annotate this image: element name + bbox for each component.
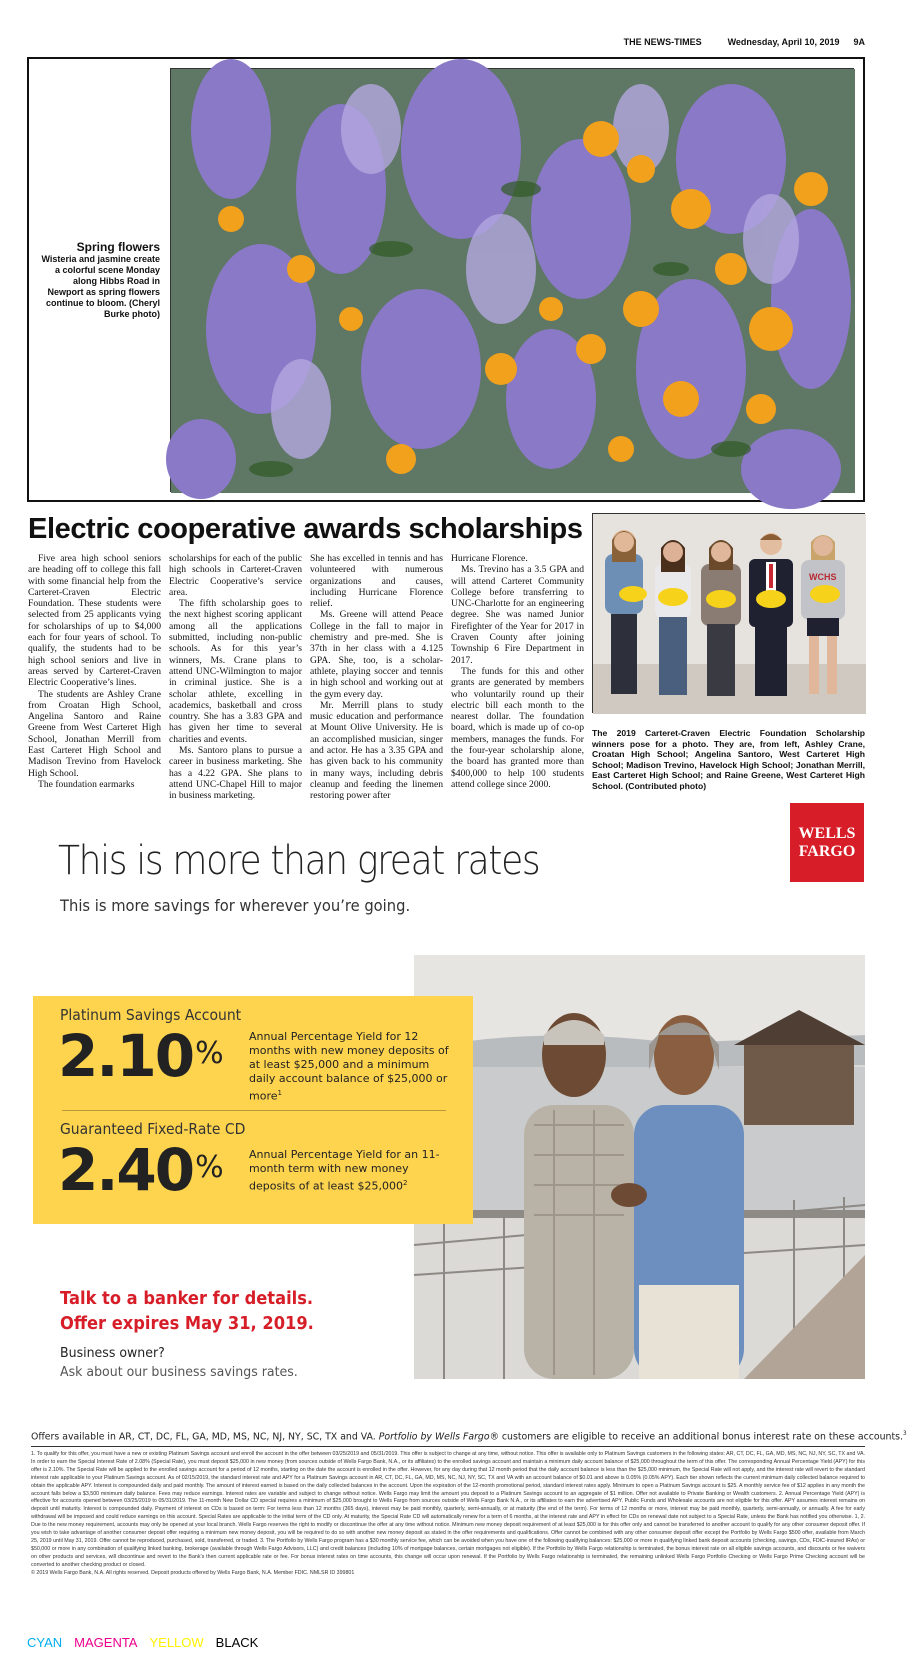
footnote-3: 3 [902,1430,907,1437]
cmyk-magenta: MAGENTA [74,1635,138,1650]
issue-date: Wednesday, April 10, 2019 [727,37,840,47]
business-savings-note [60,1344,298,1382]
article-paragraph: Ms. Trevino has a 3.5 GPA and will attend Carteret Community College before transferring to UNC-Charlotte for an engineering degree. She was named Junior Firefighter of the Year for 2017 in Craven County after joining Township 6 Fire Department in 2017. [451,564,584,666]
photo-caption-text: Wisteria and jasmine create a colorful scene Monday along Hibbs Road in Newport as spring flowers continue to bloom. (Cheryl Burke photo) [41,254,160,319]
logo-line-2: FARGO [798,843,856,860]
rates-panel [33,996,473,1224]
flower-photo [170,68,854,492]
article-paragraph: scholarships for each of the public high schools in Carteret-Craven Electric Cooperative’s service area. [169,553,302,598]
offers-availability [31,1430,907,1443]
percent-sign: % [195,1036,222,1071]
footnote-1: 1 [277,1089,282,1097]
business-question: Business owner? [60,1345,165,1361]
ad-title: This is more than great rates [58,838,540,884]
ad-subtitle: This is more savings for wherever you’re going. [60,896,411,915]
flower-photo-art [171,69,855,493]
article-paragraph: She has excelled in tennis and has volunteered with numerous organizations and causes, including Hurricane Florence relief. [310,553,443,610]
article-body [28,553,588,802]
article-paragraph: Mr. Merrill plans to study music education and performance at Mount Olive University. He is an accomplished musician, singer and actor. He has a 3.35 GPA and has given back to his community in many ways, including debris cleanup and feeding the linemen restoring power after [310,699,443,802]
savings-desc-text: Annual Percentage Yield for 12 months with new money deposits of at least $25,000 and a minimum daily account balance of $25,000 or more [249,1030,449,1103]
article-column-4 [451,553,584,802]
call-to-action [60,1287,314,1337]
cta-line-1: Talk to a banker for details. [60,1289,314,1309]
wells-fargo-logo [790,803,864,882]
article-headline: Electric cooperative awards scholarships [28,513,583,545]
logo-line-1: WELLS [798,825,856,842]
couple-photo-art [414,955,865,1379]
business-ask: Ask about our business savings rates. [60,1364,298,1380]
article-column-1 [28,553,161,802]
cmyk-yellow: YELLOW [149,1635,204,1650]
group-photo-caption: The 2019 Carteret-Craven Electric Foundation Scholarship winners pose for a photo. They are, from left, Ashley Crane, Croatan High School; Angelina Santoro, West Carteret High School; Madison Trevino, Havelock High School; Jonathan Merrill, East Carteret High School; and Raine Greene, West Carteret High School. (Contributed photo) [592,728,865,791]
copyright-text: © 2019 Wells Fargo Bank, N.A. All rights reserved. Deposit products offered by Wells Fargo Bank, N.A. Member FDIC. NMLSR ID 399801 [31,1569,355,1576]
offers-text-portfolio: Portfolio by Wells Fargo [378,1431,490,1443]
cmyk-cyan: CYAN [27,1635,63,1650]
rates-divider [62,1110,446,1111]
group-photo-art [593,514,866,714]
article-column-3 [310,553,443,802]
article-paragraph: The foundation earmarks [38,778,135,790]
article-paragraph: Ms. Greene will attend Peace College in the fall to major in chemistry and pre-med. She is 37th in her class with a 4.125 GPA. She, too, is a scholar-athlete, playing soccer and tennis in high school and working out at the gym every day. [310,609,443,700]
shirt-text: WCHS [809,572,837,582]
cd-label: Guaranteed Fixed-Rate CD [60,1120,246,1138]
photo-caption [38,240,160,320]
cd-rate-description [249,1148,449,1194]
article-paragraph: Hurricane Florence. [451,553,528,564]
fine-print [31,1451,865,1578]
savings-rate [58,1022,222,1090]
page-number: 9A [853,37,865,47]
article-paragraph: The students are Ashley Crane from Croatan High School, Angelina Santoro and Raine Greene from West Carteret High School, Jonathan Merrill from East Carteret High School and Madison Trevino from Havelock High School. [28,688,161,779]
paper-name: THE NEWS-TIMES [623,37,702,47]
cta-line-2: Offer expires May 31, 2019. [60,1314,314,1334]
article-paragraph: Five area high school seniors are heading off to college this fall with some financial help from the Carteret-Craven Electric Foundation. These students were selected from 25 applicants vying for scholarships of up to $4,000 each for four years of school. To qualify, the students had to be high school seniors and live in areas served by Carteret-Craven Electric Cooperative’s lines. [28,553,161,689]
article-paragraph: The fifth scholarship goes to the next highest scoring applicant among all the applications submitted, including non-public schools. As for this year’s winners, Ms. Crane plans to attend UNC-Wilmington to major in criminal justice. She is a scholar athlete, excelling in academics, basketball and cross country. She has a 3.83 GPA and has given her time to several charities and events. [169,598,302,745]
offers-text-c: ® customers are eligible to receive an additional bonus interest rate on these accounts. [489,1431,903,1443]
fine-print-text: 1. To qualify for this offer, you must have a new or existing Platinum Savings account and enroll the account in the offer between 03/25/2019 and 05/31/2019. This offer is subject to change at any time, without notice. This offer is available only to Platinum Savings customers in the following states: AR, CT, DC, FL, GA, MD, MS, NC, NJ, NY, SC, TX and VA. In order to earn the Special Interest Rate of 2.08% (Special Rate), you must deposit $25,000 in new money (from sources outside of Wells Fargo Bank, N.A., or its affiliates) to the enrolled savings account and maintain a minimum daily account balance of $25,000 throughout the term of this offer. The corresponding Annual Percentage Yield (APY) for this offer is 2.10%. The Special Rate will be applied to the enrolled savings account for a period of 12 months, starting on the date the account is enrolled in the offer. However, for any day during that 12 month period that the daily account balance is less than the $25,000 minimum, the Special Rate will not apply, and the interest rate will revert to the standard interest rate applicable to your Platinum Savings account. As of 02/15/2019, the standard interest rate and APY for a Platinum Savings account in AR, CT, DC, FL, GA, MD, MS, NC, NJ, NY, SC, TX and VA with an account balance of $0.01 and above is 0.05% (0.05% APY). Each tier shown reflects the current minimum daily collected balance required to obtain the applicable APY. Interest is compounded daily and paid monthly. The amount of interest earned is based on the daily collected balances in the account. Upon the expiration of the 12-month promotional period, standard interest rates apply. Minimum to open a Platinum Savings account is $25. A monthly service fee of $12 applies in any month the account falls below a $3,500 minimum daily balance. Fees may reduce earnings. Interest rates are variable and subject to change without notice. Wells Fargo may limit the amount you deposit to a Platinum Savings account to an aggregate of $1 million. Offer not available to Private Banking or Wealth customers. 2. Annual Percentage Yield (APY) is effective for accounts opened between 03/25/2019 to 05/31/2019. The 11-month New Dollar CD special requires a minimum of $25,000 brought to Wells Fargo from sources outside of Wells Fargo Bank N.A., or its affiliates to earn the advertised APY. Public Funds and Wholesale accounts are not eligible for this offer. APY assumes interest remains on deposit until maturity. Interest is compounded daily. Payment of interest on CDs is based on term: For terms less than 12 months (365 days), interest may be paid monthly, quarterly, semi-annually, or at maturity (the end of the term). For terms of 12 months or more, interest may be paid monthly, quarterly, semi-annually, or annually. A fee for early withdrawal will be imposed and could reduce earnings on this account. Special Rates are applicable to the initial term of the CD only. At maturity, the Special Rate CD will automatically renew for a term of 6 months, at the interest rate and APY in effect for CDs on renewal date not subject to a Special Rate, unless the Bank has notified you otherwise. 1, 2. Due to the new money requirement, accounts may only be opened at your local branch. Wells Fargo reserves the right to modify or discontinue the offer at any time without notice. Minimum new money deposit requirement of at least $25,000 is for this offer only and cannot be transferred to another account to qualify for any other consumer deposit offer. If you wish to take advantage of another consumer deposit offer requiring a minimum new money deposit, you will be required to do so with another new money deposit as stated in the offer requirements and qualifications. Offer cannot be combined with any other consumer deposit offer except the Portfolio by Wells Fargo $500 offer, available from March 25, 2019 until May 31, 2019. Offer cannot be reproduced, purchased, sold, transferred, or traded. 3. The Portfolio by Wells Fargo program has a $30 monthly service fee, which can be avoided when you have one of the following qualifying balances: $25,000 or more in qualifying linked bank deposit accounts (checking, savings, CDs, FDIC-insured IRAs) or $50,000 or more in any combination of qualifying linked banking, brokerage (available through Wells Fargo Advisors, LLC) and credit balances (including 10% of mortgage balances, certain mortgages not eligible). If the Portfolio by Wells Fargo relationship is terminated, the bonus interest rate on all eligible savings accounts, and discounts or fee waivers on other products and services, will discontinue and revert to the Bank’s then current applicable rate or fee. For bonus interest rates on time accounts, this change will occur upon renewal. If the Portfolio by Wells Fargo relationship is terminated, the remaining unlinked Wells Fargo Portfolio Checking or Wells Fargo Prime Checking account will be converted to another checking product or closed. [31,1451,865,1568]
cd-desc-text: Annual Percentage Yield for an 11-month term with new money deposits of at least $25,000 [249,1148,440,1193]
savings-rate-description [249,1030,449,1104]
article-paragraph: The funds for this and other grants are generated by members who voluntarily round up their electric bill each month to the nearest dollar. The foundation board, which is made up of co-op members, manages the funds. For the four-year scholarship alone, the board has granted more than $400,000 to help 100 students attend college since 2000. [451,665,584,790]
offers-text-a: Offers available in AR, CT, DC, FL, GA, MD, MS, NC, NJ, NY, SC, TX and VA. [31,1431,379,1443]
cmyk-black: BLACK [215,1635,259,1650]
percent-sign: % [195,1150,222,1185]
savings-account-label: Platinum Savings Account [60,1006,242,1024]
scholarship-group-photo [592,513,865,713]
cd-rate [58,1136,222,1204]
cmyk-registration [27,1635,258,1650]
cd-rate-value: 2.40 [58,1136,194,1204]
article-column-2 [169,553,302,802]
page-header [624,37,865,47]
photo-caption-title: Spring flowers [76,240,160,254]
couple-photo [414,955,865,1379]
savings-rate-value: 2.10 [58,1022,194,1090]
article-paragraph: Ms. Santoro plans to pursue a career in business marketing. She has a 4.22 GPA. She plans to attend UNC-Chapel Hill to major in business marketing. [169,745,302,802]
footnote-2: 2 [403,1179,408,1187]
fine-print-rule [31,1446,865,1447]
